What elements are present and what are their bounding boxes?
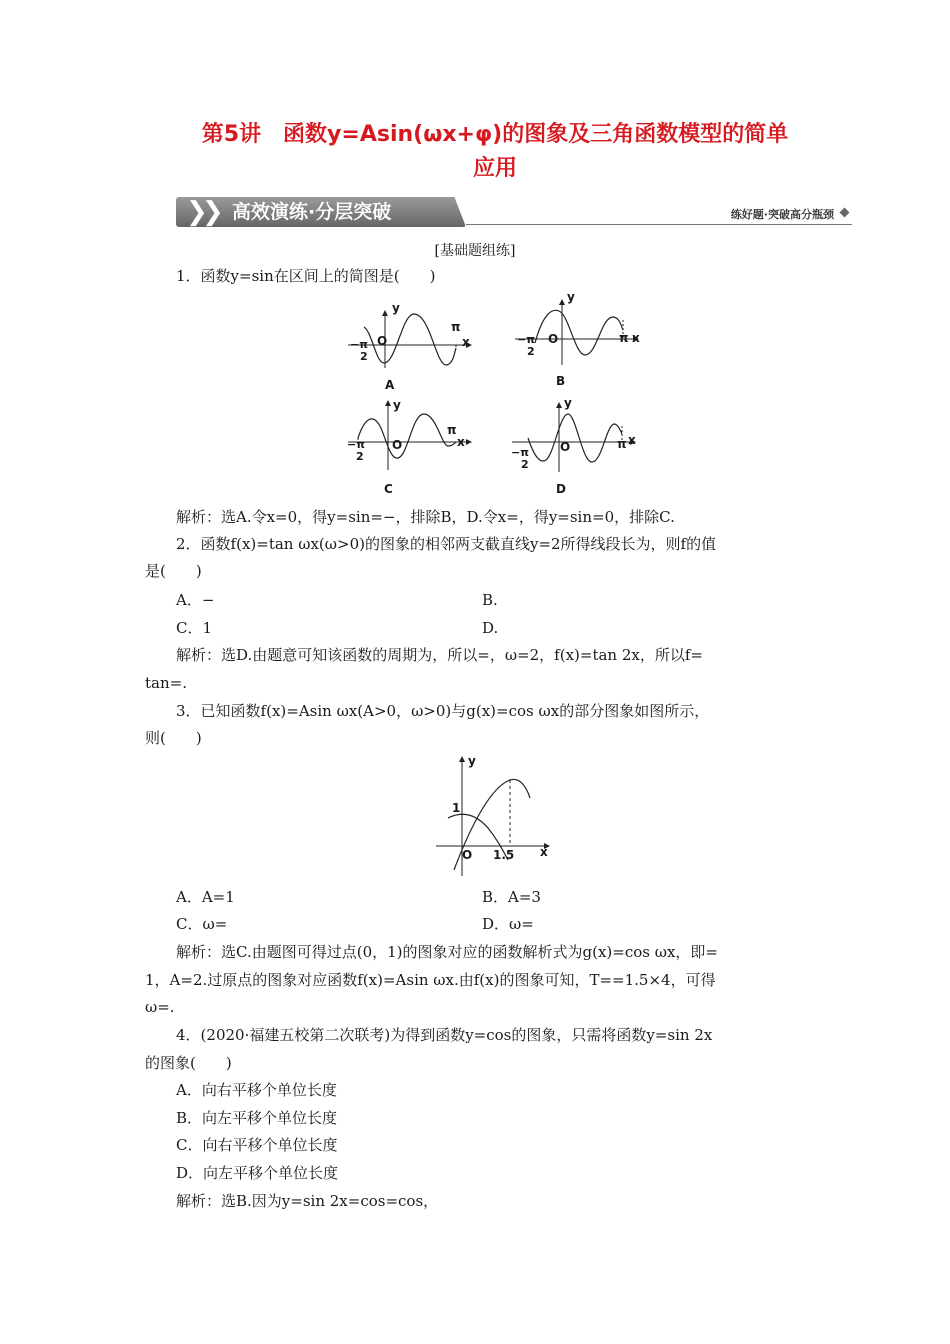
axis-x-label: x [628, 433, 636, 447]
option-c-label: C [384, 482, 393, 496]
minus-sign: − [350, 338, 360, 351]
q1-analysis: 解析：选A.令x=0，得y=sin=−，排除B，D.令x=，得y=sin=0，排除C. [176, 508, 675, 526]
axis-y-label: y [567, 290, 575, 304]
section-banner [176, 197, 852, 227]
pi-label: π [447, 423, 457, 437]
origin-label: O [560, 440, 571, 454]
option-b-label: B [556, 374, 566, 388]
tick-one-label: 1 [452, 801, 461, 815]
axis-x-label: x [632, 331, 640, 345]
pi-label: π [451, 320, 461, 334]
q1-stem: 1．函数y=sin在区间上的简图是( ) [176, 267, 436, 285]
option-a-label: A [385, 378, 395, 392]
axis-x-label: x [462, 335, 470, 349]
q2-option-b: B. [482, 591, 498, 609]
axis-x-label: x [457, 435, 465, 449]
q4-analysis: 解析：选B.因为y=sin 2x=cos=cos， [176, 1192, 439, 1210]
chevron-right-icon: ❯ [202, 197, 224, 227]
origin-label: O [392, 438, 403, 452]
q3-analysis-line-3: ω=. [145, 998, 175, 1016]
q4-option-a: A．向右平移个单位长度 [176, 1081, 337, 1099]
q3-option-c: C．ω= [176, 915, 228, 933]
fraction-denominator: 2 [527, 345, 535, 358]
q2-option-d: D. [482, 619, 499, 637]
title-line-1: 第5讲 函数y=Asin(ωx+φ)的图象及三角函数模型的简单 [201, 122, 789, 147]
q2-option-a: A．− [176, 591, 215, 609]
q3-stem-line-1: 3．已知函数f(x)=Asin ωx(A>0，ω>0)与g(x)=cos ωx的部分图象如图所示， [176, 702, 710, 720]
fraction-numerator: π [520, 446, 529, 459]
axis-x-label: x [540, 845, 548, 859]
banner-divider [466, 224, 852, 225]
chevron-right-icon: ❯ [186, 197, 208, 227]
q3-stem-line-2: 则( ) [145, 729, 202, 747]
fraction-denominator: 2 [356, 450, 364, 463]
pi-label: π [619, 331, 629, 345]
minus-sign: − [517, 333, 527, 346]
q2-analysis-line-2: tan=. [145, 674, 187, 692]
fraction-denominator: 2 [521, 458, 529, 471]
origin-label: O [462, 848, 473, 862]
origin-label: O [548, 332, 559, 346]
title-line-2: 应用 [472, 156, 517, 181]
graph-q3 [430, 752, 555, 882]
q3-option-a: A．A=1 [176, 888, 235, 906]
banner-title: 高效演练·分层突破 [232, 201, 392, 223]
diamond-icon [840, 208, 850, 218]
tick-1-5-label: 1.5 [493, 848, 515, 862]
fraction-numerator: π [356, 438, 365, 451]
q3-analysis-line-1: 解析：选C.由题图可得过点(0，1)的图象对应的函数解析式为g(x)=cos ωx，即= [176, 943, 718, 961]
q4-stem-line-1: 4．(2020·福建五校第二次联考)为得到函数y=cos的图象，只需将函数y=sin 2x [176, 1026, 713, 1044]
minus-sign: − [347, 438, 357, 451]
banner-slogan: 练好题·突破高分瓶颈 [730, 208, 834, 221]
q2-stem-line-1: 2．函数f(x)=tan ωx(ω>0)的图象的相邻两支截直线y=2所得线段长为，则f的值 [176, 535, 717, 553]
fraction-denominator: 2 [360, 350, 368, 363]
q4-option-d: D．向左平移个单位长度 [176, 1164, 339, 1182]
q4-option-c: C．向右平移个单位长度 [176, 1136, 338, 1154]
pi-label: π [617, 437, 627, 451]
fraction-numerator: π [526, 333, 535, 346]
q3-option-d: D．ω= [482, 915, 534, 933]
section-label: [基础题组练] [434, 243, 516, 259]
option-d-label: D [556, 482, 566, 496]
axis-y-label: y [468, 754, 476, 768]
q3-analysis-line-2: 1，A=2.过原点的图象对应函数f(x)=Asin ωx.由f(x)的图象可知，T==1.5×4，可得 [145, 971, 716, 989]
q3-option-b: B．A=3 [482, 888, 541, 906]
q2-analysis-line-1: 解析：选D.由题意可知该函数的周期为，所以=，ω=2，f(x)=tan 2x，所以f= [176, 646, 703, 664]
fraction-numerator: π [359, 338, 368, 351]
axis-y-label: y [392, 301, 400, 315]
axis-y-label: y [564, 396, 572, 410]
q2-stem-line-2: 是( ) [145, 562, 202, 580]
origin-label: O [377, 334, 388, 348]
minus-sign: − [511, 446, 521, 459]
q4-stem-line-2: 的图象( ) [145, 1054, 232, 1072]
page-title [170, 118, 820, 186]
axis-y-label: y [393, 398, 401, 412]
q2-option-c: C．1 [176, 619, 213, 637]
q4-option-b: B．向左平移个单位长度 [176, 1109, 338, 1127]
